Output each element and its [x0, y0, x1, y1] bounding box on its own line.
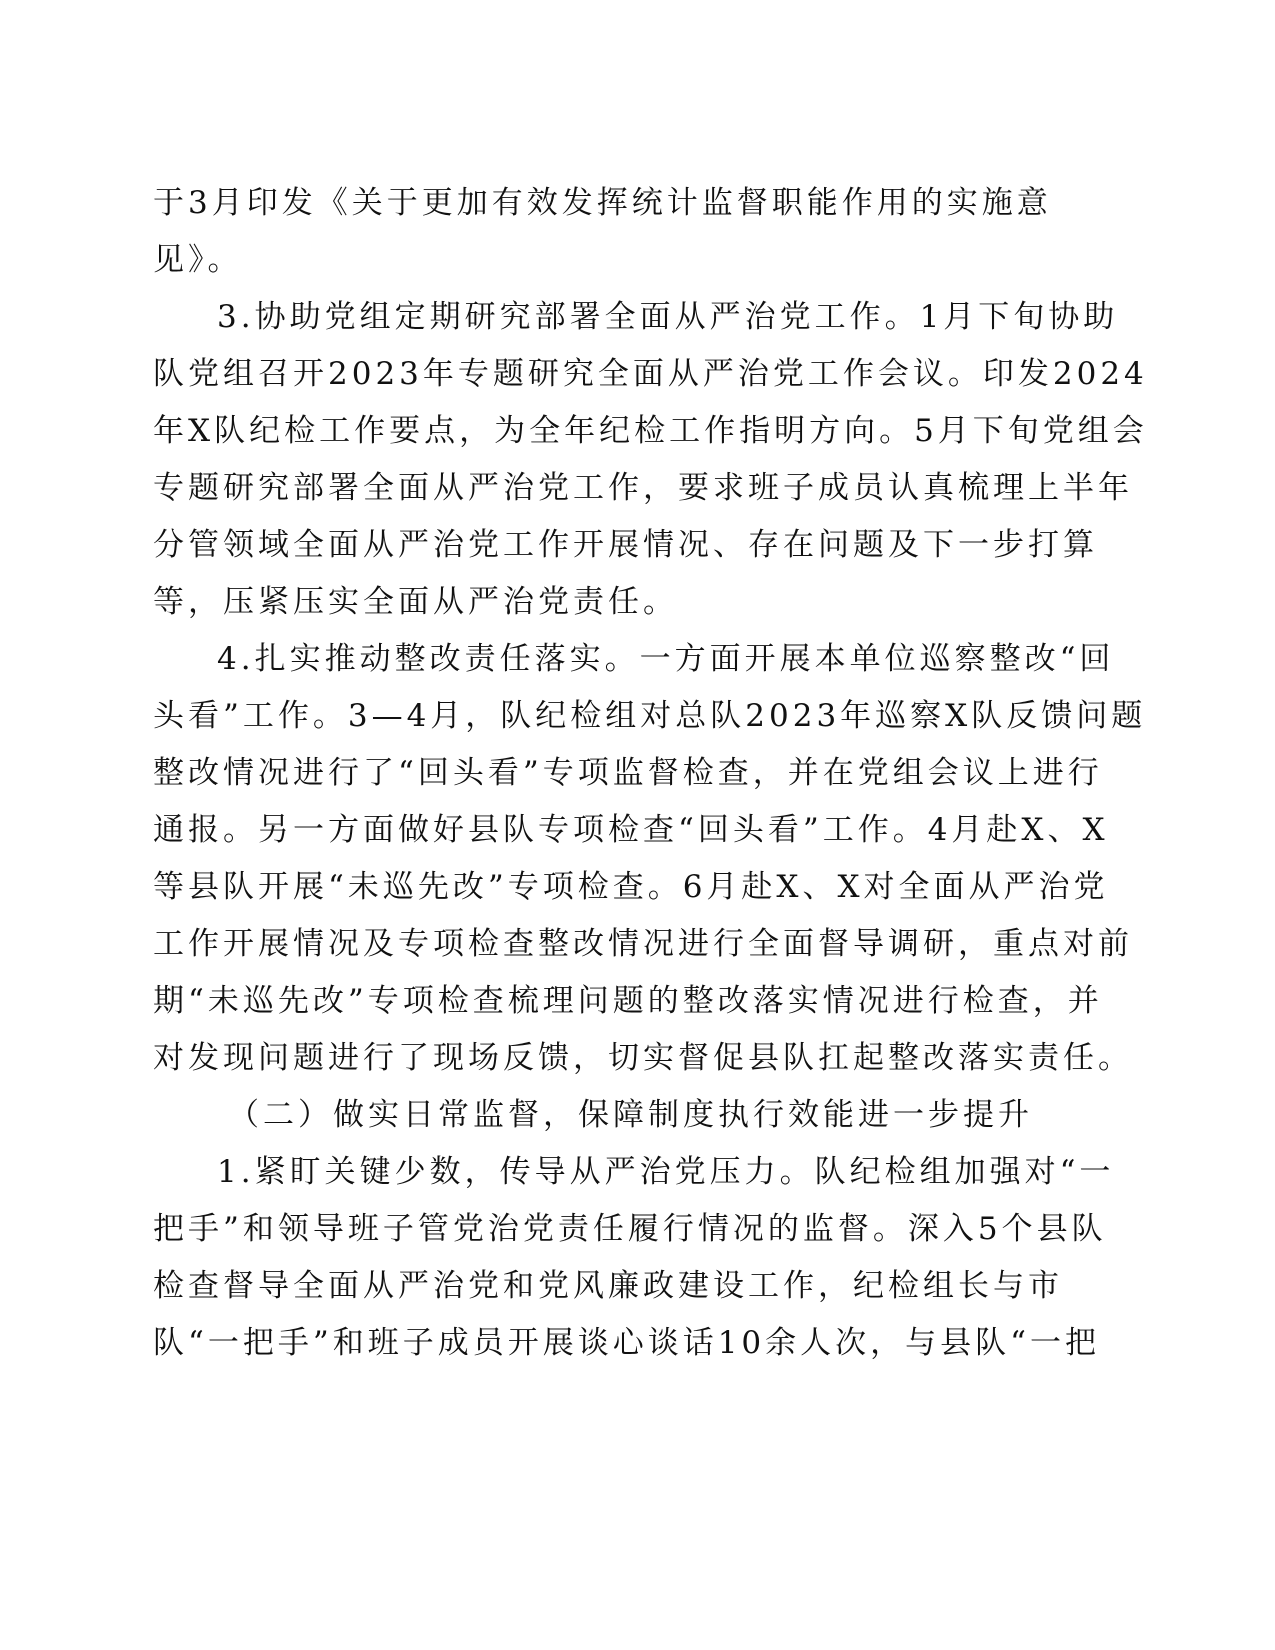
text-line: 等县队开展“未巡先改”专项检查。6月赴X、X对全面从严治党	[153, 869, 1109, 905]
text-line: 工作开展情况及专项检查整改情况进行全面督导调研，重点对前	[153, 926, 1133, 962]
text-line: 于3月印发《关于更加有效发挥统计监督职能作用的实施意	[153, 185, 1052, 221]
paragraph-start-line: 1.紧盯关键少数，传导从严治党压力。队纪检组加强对“一	[217, 1154, 1115, 1190]
text-line: 把手”和领导班子管党治党责任履行情况的监督。深入5个县队	[153, 1211, 1107, 1247]
text-line: 整改情况进行了“回头看”专项监督检查，并在党组会议上进行	[153, 755, 1103, 791]
section-heading: （二）做实日常监督，保障制度执行效能进一步提升	[228, 1097, 1033, 1133]
text-line: 检查督导全面从严治党和党风廉政建设工作，纪检组长与市	[153, 1268, 1063, 1304]
text-line: 等，压紧压实全面从严治党责任。	[153, 584, 678, 620]
text-line: 见》。	[153, 242, 243, 278]
paragraph-start-line: 3.协助党组定期研究部署全面从严治党工作。1月下旬协助	[217, 299, 1119, 335]
text-line: 对发现问题进行了现场反馈，切实督促县队扛起整改落实责任。	[153, 1040, 1133, 1076]
text-line: 队党组召开2023年专题研究全面从严治党工作会议。印发2024	[153, 356, 1148, 392]
document-body	[153, 175, 1148, 1372]
text-line: 头看”工作。3—4月，队纪检组对总队2023年巡察X队反馈问题	[153, 698, 1147, 734]
text-line: 期“未巡先改”专项检查梳理问题的整改落实情况进行检查，并	[153, 983, 1103, 1019]
text-line: 通报。另一方面做好县队专项检查“回头看”工作。4月赴X、X	[153, 812, 1109, 848]
text-line: 年X队纪检工作要点，为全年纪检工作指明方向。5月下旬党组会	[153, 413, 1148, 449]
text-line: 分管领域全面从严治党工作开展情况、存在问题及下一步打算	[153, 527, 1098, 563]
text-line: 专题研究部署全面从严治党工作，要求班子成员认真梳理上半年	[153, 470, 1133, 506]
paragraph-start-line: 4.扎实推动整改责任落实。一方面开展本单位巡察整改“回	[217, 641, 1115, 677]
text-line: 队“一把手”和班子成员开展谈心谈话10余人次，与县队“一把	[153, 1325, 1100, 1361]
